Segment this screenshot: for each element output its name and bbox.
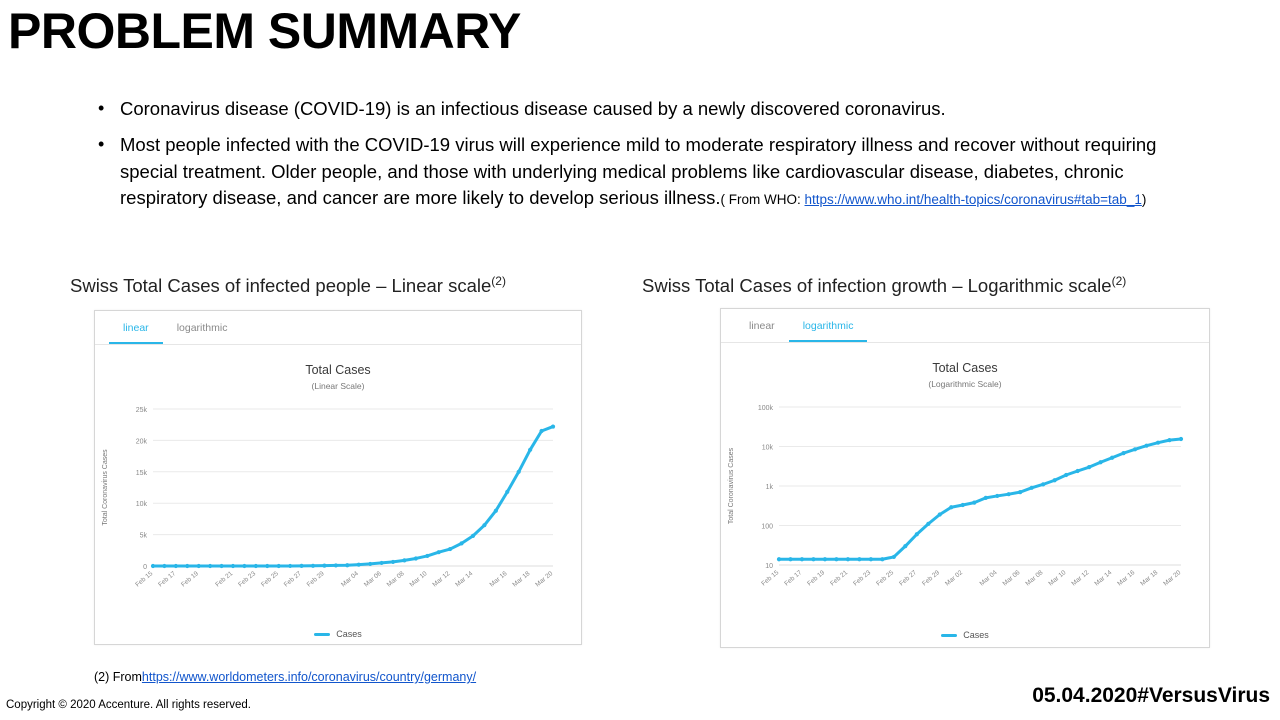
svg-text:Mar 08: Mar 08 xyxy=(385,570,406,589)
svg-text:Feb 21: Feb 21 xyxy=(829,569,850,588)
svg-text:Feb 19: Feb 19 xyxy=(179,570,200,589)
logarithmic-chart-tabs xyxy=(721,309,1209,343)
legend-swatch-cases xyxy=(314,633,330,636)
svg-text:5k: 5k xyxy=(139,532,147,540)
svg-text:10k: 10k xyxy=(135,501,147,509)
right-chart-heading xyxy=(642,274,1126,297)
svg-text:Mar 18: Mar 18 xyxy=(1139,569,1160,588)
svg-text:Total Coronavirus Cases: Total Coronavirus Cases xyxy=(102,449,109,526)
bullet-list xyxy=(92,96,1202,221)
who-note-suffix: ) xyxy=(1141,191,1147,207)
svg-text:1k: 1k xyxy=(765,484,773,491)
svg-text:Mar 16: Mar 16 xyxy=(488,570,509,589)
footnote-prefix: (2) From xyxy=(94,670,142,684)
svg-text:Mar 12: Mar 12 xyxy=(1070,569,1091,588)
who-source-note xyxy=(721,192,1147,207)
linear-chart-title: Total Cases xyxy=(305,363,371,377)
svg-text:Total Coronavirus Cases: Total Coronavirus Cases xyxy=(728,447,735,525)
svg-text:Feb 17: Feb 17 xyxy=(783,569,804,588)
linear-chart-tabs xyxy=(95,311,581,345)
date-hashtag: 05.04.2020#VersusVirus xyxy=(1032,684,1270,707)
logarithmic-chart-card xyxy=(720,308,1210,648)
left-chart-heading-superscript: (2) xyxy=(491,274,506,288)
svg-text:Mar 08: Mar 08 xyxy=(1024,569,1045,588)
linear-plot-area xyxy=(95,399,581,629)
svg-text:100k: 100k xyxy=(757,405,773,412)
tab-linear[interactable]: linear xyxy=(109,319,163,344)
svg-text:Feb 27: Feb 27 xyxy=(898,569,919,588)
svg-text:Feb 19: Feb 19 xyxy=(806,569,827,588)
legend-swatch-cases xyxy=(941,634,957,637)
svg-text:Mar 10: Mar 10 xyxy=(1047,569,1068,588)
right-chart-heading-text: Swiss Total Cases of infection growth – Logarithmic scale xyxy=(642,275,1112,297)
svg-text:Mar 14: Mar 14 xyxy=(454,570,475,589)
svg-text:100: 100 xyxy=(761,523,773,531)
list-item xyxy=(92,96,1202,122)
bullet-text: Coronavirus disease (COVID-19) is an infectious disease caused by a newly discovered coronavirus. xyxy=(120,98,946,119)
tab-logarithmic[interactable]: logarithmic xyxy=(176,322,228,334)
svg-text:Feb 29: Feb 29 xyxy=(305,570,326,589)
svg-text:10: 10 xyxy=(765,563,773,570)
svg-text:Feb 15: Feb 15 xyxy=(134,570,155,589)
svg-text:Feb 21: Feb 21 xyxy=(214,570,235,589)
svg-text:Mar 10: Mar 10 xyxy=(408,570,429,589)
logarithmic-chart-legend xyxy=(721,630,1209,640)
left-chart-heading xyxy=(70,274,506,297)
svg-text:Mar 14: Mar 14 xyxy=(1093,569,1114,588)
svg-text:Feb 23: Feb 23 xyxy=(852,569,873,588)
svg-text:Mar 18: Mar 18 xyxy=(511,570,532,589)
list-item xyxy=(92,132,1202,211)
tab-linear[interactable]: linear xyxy=(749,320,775,332)
who-note-prefix: ( From WHO: xyxy=(720,191,805,207)
left-chart-heading-text: Swiss Total Cases of infected people – Linear scale xyxy=(70,275,492,297)
svg-text:20k: 20k xyxy=(135,438,147,446)
who-link[interactable]: https://www.who.int/health-topics/coronavirus#tab=tab_1 xyxy=(804,191,1142,207)
svg-text:Feb 27: Feb 27 xyxy=(282,570,303,589)
svg-text:Mar 20: Mar 20 xyxy=(1162,569,1183,588)
logarithmic-chart-subtitle: (Logarithmic Scale) xyxy=(928,379,1002,389)
legend-label-cases: Cases xyxy=(963,630,989,640)
linear-chart-legend xyxy=(95,629,581,639)
svg-text:Mar 20: Mar 20 xyxy=(534,570,555,589)
svg-text:25k: 25k xyxy=(135,407,147,414)
logarithmic-plot-area xyxy=(721,397,1209,630)
svg-text:Feb 25: Feb 25 xyxy=(875,569,896,588)
svg-text:Mar 04: Mar 04 xyxy=(978,569,999,588)
page-title: PROBLEM SUMMARY xyxy=(8,3,521,59)
svg-text:Mar 04: Mar 04 xyxy=(339,570,360,589)
svg-text:Feb 17: Feb 17 xyxy=(157,570,178,589)
svg-text:Feb 29: Feb 29 xyxy=(921,569,942,588)
svg-text:Mar 12: Mar 12 xyxy=(431,570,452,589)
source-footnote xyxy=(94,670,476,684)
logarithmic-chart-svg xyxy=(721,397,1209,625)
svg-text:10k: 10k xyxy=(761,444,773,452)
svg-text:Mar 02: Mar 02 xyxy=(944,569,965,588)
bullet-text: Most people infected with the COVID-19 virus will experience mild to moderate respiratory illness and recover without requiring special treatment. Older people, and those with underlying medical problems like cardiovascular disease, diabetes, chronic respiratory disease, and cancer are more likely to develop serious illness. xyxy=(120,134,1157,208)
svg-text:15k: 15k xyxy=(135,469,147,477)
legend-label-cases: Cases xyxy=(336,629,362,639)
svg-text:Feb 25: Feb 25 xyxy=(259,570,280,589)
svg-text:0: 0 xyxy=(143,564,147,571)
right-chart-heading-superscript: (2) xyxy=(1111,274,1127,288)
linear-chart-subtitle: (Linear Scale) xyxy=(311,381,365,391)
svg-text:Feb 15: Feb 15 xyxy=(760,569,781,588)
linear-chart-card xyxy=(94,310,582,645)
svg-text:Mar 16: Mar 16 xyxy=(1116,569,1137,588)
svg-text:Feb 23: Feb 23 xyxy=(237,570,258,589)
copyright-text: Copyright © 2020 Accenture. All rights reserved. xyxy=(6,699,251,711)
tab-logarithmic[interactable]: logarithmic xyxy=(789,317,868,342)
logarithmic-chart-title: Total Cases xyxy=(932,361,998,375)
svg-text:Mar 06: Mar 06 xyxy=(1001,569,1022,588)
svg-text:Mar 06: Mar 06 xyxy=(362,570,383,589)
worldometers-link[interactable]: https://www.worldometers.info/coronavirus/country/germany/ xyxy=(141,670,477,684)
linear-chart-svg xyxy=(95,399,581,624)
